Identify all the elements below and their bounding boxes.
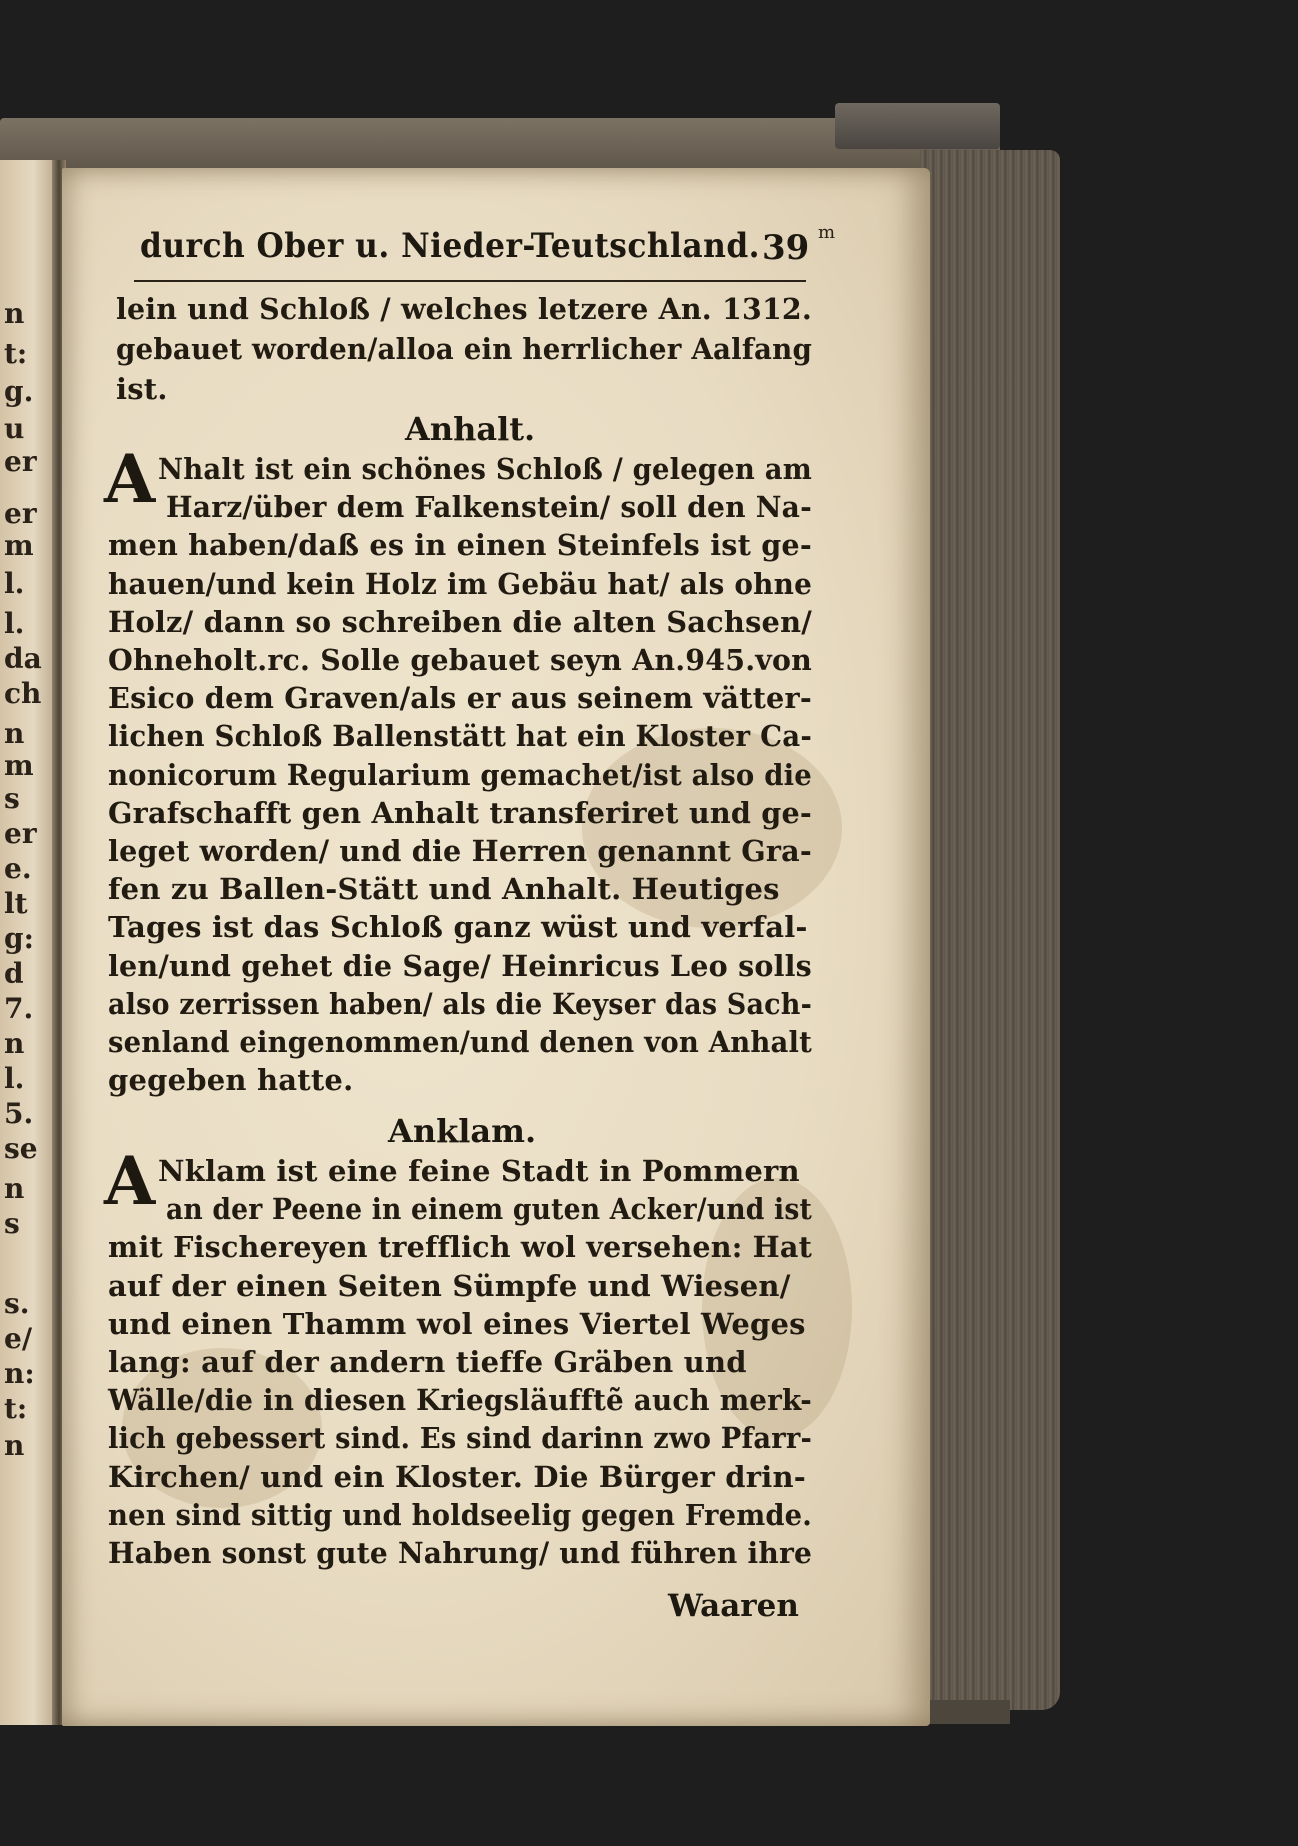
section-heading: Anhalt.	[405, 410, 536, 448]
text-line: men haben/daß es in einen Steinfels ist ge-	[108, 528, 812, 563]
text-line: Holz/ dann so schreiben die alten Sachsen/	[108, 604, 812, 639]
text-line: Nklam ist eine feine Stadt in Pommern	[158, 1154, 800, 1188]
facing-page-fragment: er	[4, 817, 37, 850]
text-line: auf der einen Seiten Sümpfe und Wiesen/	[108, 1268, 791, 1303]
text-line: lichen Schloß Ballenstätt hat ein Kloster Ca-	[108, 719, 813, 754]
text-line: Haben sonst gute Nahrung/ und führen ihre	[108, 1536, 813, 1570]
text-line: lein und Schloß / welches letzere An. 1312.	[116, 292, 813, 326]
text-line: hauen/und kein Holz im Gebäu hat/ als ohne	[108, 566, 813, 601]
text-line: nen sind sittig und holdseelig gegen Fremde.	[108, 1497, 813, 1532]
text-line: gegeben hatte.	[108, 1063, 354, 1098]
facing-page-fragment: n	[4, 1429, 25, 1462]
facing-page-fragment: er	[4, 445, 37, 478]
signature-mark: m	[818, 222, 836, 243]
running-head-title: durch Ober u. Nieder-Teutschland.	[140, 226, 761, 266]
facing-page-fragment: n	[4, 1027, 25, 1060]
text-line: lich gebessert sind. Es sind darinn zwo Pfarr-	[108, 1421, 812, 1456]
drop-initial: A	[104, 1142, 156, 1220]
text-line: Grafschafft gen Anhalt transferiret und ge-	[108, 795, 813, 830]
text-line: Tages ist das Schloß ganz wüst und verfal-	[108, 910, 808, 945]
running-head	[140, 222, 860, 274]
facing-page-fragment: da	[4, 642, 42, 675]
facing-page-fragment: 7.	[4, 992, 34, 1025]
text-line: Harz/über dem Falkenstein/ soll den Na-	[166, 490, 812, 525]
book-clasp	[835, 103, 1000, 149]
section-heading: Anklam.	[388, 1112, 537, 1150]
text-line: leget worden/ und die Herren genannt Gra-	[108, 834, 812, 868]
page-number: 39	[762, 228, 810, 268]
text-line: Nhalt ist ein schönes Schloß / gelegen am	[158, 452, 812, 486]
text-line: len/und gehet die Sage/ Heinricus Leo solls	[108, 948, 812, 983]
text-line: an der Peene in einem guten Acker/und ist	[166, 1192, 812, 1227]
facing-page-fragment: t:	[4, 337, 28, 370]
book-fore-edge	[920, 150, 1060, 1710]
facing-page-fragment: t:	[4, 1392, 28, 1425]
facing-page-fragment: g:	[4, 922, 34, 955]
text-line: lang: auf der andern tieffe Gräben und	[108, 1345, 747, 1379]
facing-page-fragment: l.	[4, 1062, 25, 1095]
catchword: Waaren	[668, 1588, 799, 1624]
text-line: Esico dem Graven/als er aus seinem vätter-	[108, 681, 812, 716]
text-line: senland eingenommen/und denen von Anhalt	[108, 1025, 813, 1059]
facing-page-fragment: er	[4, 497, 37, 530]
facing-page-fragment: n:	[4, 1357, 35, 1390]
facing-page-left	[0, 160, 56, 1725]
text-line: mit Fischereyen trefflich wol versehen: Hat	[108, 1230, 813, 1265]
facing-page-fragment: e/	[4, 1322, 33, 1355]
text-line: Kirchen/ und ein Kloster. Die Bürger drin-	[108, 1459, 806, 1494]
facing-page-fragment: s	[4, 782, 20, 815]
text-line: also zerrissen haben/ als die Keyser das Sach-	[108, 986, 813, 1021]
facing-page-fragment: n	[4, 297, 25, 330]
facing-page-fragment: u	[4, 412, 25, 445]
facing-page-fragment: e.	[4, 852, 32, 885]
text-line: Wälle/die in diesen Kriegsläufftẽ auch merk-	[108, 1383, 813, 1418]
facing-page-fragment: m	[4, 529, 34, 562]
facing-page-fragment: 5.	[4, 1097, 34, 1130]
facing-page-fragment: se	[4, 1132, 38, 1165]
text-line: und einen Thamm wol eines Viertel Weges	[108, 1306, 806, 1341]
head-rule	[134, 280, 806, 282]
facing-page-fragment: ch	[4, 677, 42, 710]
facing-page-fragment: s.	[4, 1287, 30, 1320]
text-line: gebauet worden/alloa ein herrlicher Aalfang	[116, 332, 813, 366]
facing-page-fragment: l.	[4, 607, 25, 640]
facing-page-fragment: n	[4, 717, 25, 750]
text-line: ist.	[116, 372, 168, 406]
facing-page-fragment: lt	[4, 887, 28, 920]
text-line: fen zu Ballen-Stätt und Anhalt. Heutiges	[108, 872, 780, 907]
facing-page-fragment: g.	[4, 375, 34, 408]
text-line: nonicorum Regularium gemachet/ist also die	[108, 757, 812, 792]
facing-page-fragment: m	[4, 749, 34, 782]
facing-page-fragment: d	[4, 957, 24, 990]
text-line: Ohneholt.rc. Solle gebauet seyn An.945.von	[108, 643, 812, 677]
facing-page-fragment: s	[4, 1207, 20, 1240]
facing-page-fragment: n	[4, 1172, 25, 1205]
drop-initial: A	[104, 440, 156, 518]
facing-page-fragment: l.	[4, 567, 25, 600]
